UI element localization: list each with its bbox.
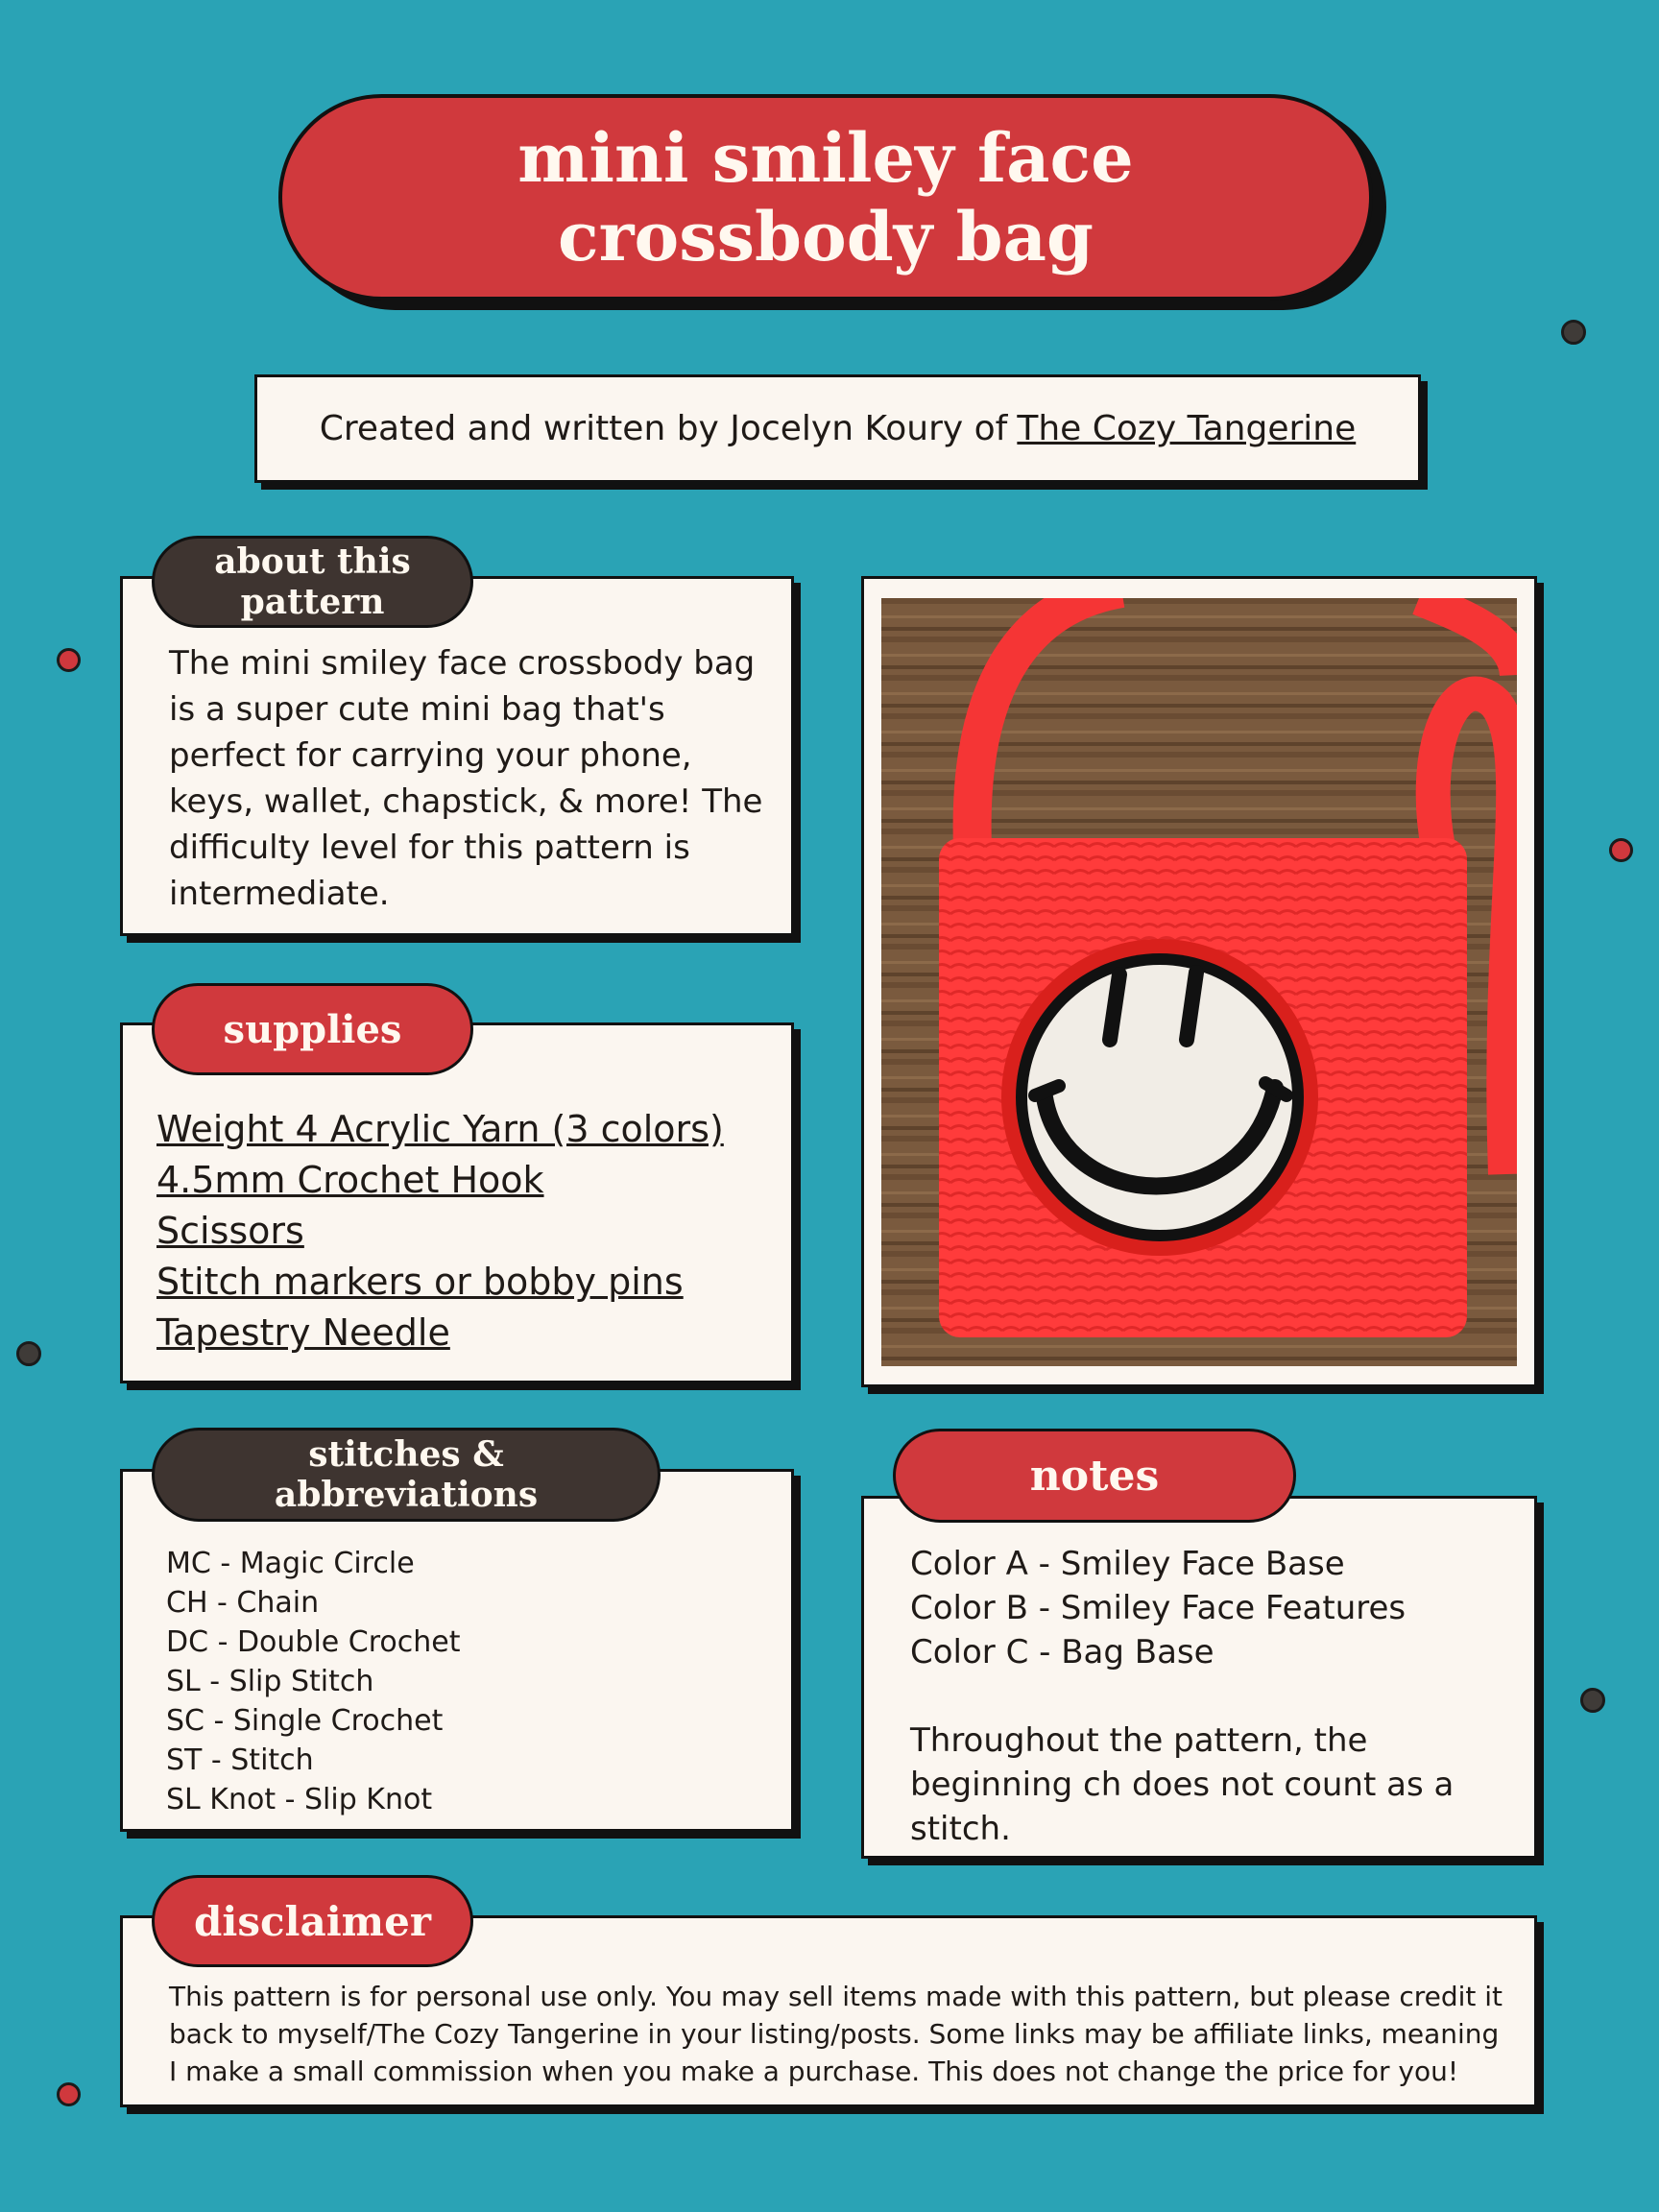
decorative-dot	[1580, 1688, 1605, 1713]
about-text: The mini smiley face crossbody bag is a super cute mini bag that's perfect for carrying your phone, keys, wallet, chapstick, & more! The difficulty level for this pattern is intermediate.	[169, 644, 763, 913]
supply-link[interactable]: Scissors	[156, 1210, 304, 1252]
notes-heading: notes	[893, 1429, 1296, 1523]
photo-card	[861, 576, 1537, 1387]
supply-link[interactable]: Stitch markers or bobby pins	[156, 1261, 684, 1303]
page-title: mini smiley face crossbody bag	[517, 117, 1134, 276]
about-card	[120, 576, 794, 936]
decorative-dot	[57, 2082, 81, 2106]
credit-text: Created and written by Jocelyn Koury of	[319, 409, 1008, 448]
stitch-item: MC - Magic Circle	[166, 1547, 415, 1580]
decorative-dot	[1609, 838, 1633, 862]
decorative-dot	[16, 1341, 41, 1366]
stitch-item: DC - Double Crochet	[166, 1625, 461, 1659]
stitch-item: SL Knot - Slip Knot	[166, 1783, 433, 1816]
stitches-card	[120, 1469, 794, 1832]
about-heading: about this pattern	[152, 536, 473, 628]
supply-link[interactable]: 4.5mm Crochet Hook	[156, 1159, 544, 1201]
disclaimer-heading: disclaimer	[152, 1875, 473, 1967]
note-color: Color C - Bag Base	[910, 1633, 1214, 1671]
stitch-item: SL - Slip Stitch	[166, 1665, 374, 1698]
decorative-dot	[57, 648, 81, 672]
credit-bar	[254, 374, 1421, 483]
title-banner	[278, 94, 1373, 301]
notes-card	[861, 1496, 1537, 1859]
supplies-list	[156, 1104, 724, 1358]
credit-link[interactable]: The Cozy Tangerine	[1017, 409, 1357, 448]
note-paragraph: Throughout the pattern, the beginning ch does not count as a stitch.	[910, 1721, 1455, 1848]
notes-text	[910, 1542, 1505, 1851]
note-color: Color B - Smiley Face Features	[910, 1589, 1407, 1627]
note-color: Color A - Smiley Face Base	[910, 1545, 1345, 1583]
stitch-item: SC - Single Crochet	[166, 1704, 444, 1738]
disclaimer-text: This pattern is for personal use only. You may sell items made with this pattern, but please credit it back to myself/The Cozy Tangerine in your listing/posts. Some links may be affiliate links, meaning I make a small commission when you make a purchase. This does not change the price for you!	[169, 1981, 1503, 2087]
supply-link[interactable]: Tapestry Needle	[156, 1311, 450, 1354]
stitches-heading: stitches & abbreviations	[152, 1428, 661, 1522]
supplies-card	[120, 1022, 794, 1383]
supply-link[interactable]: Weight 4 Acrylic Yarn (3 colors)	[156, 1108, 724, 1150]
stitch-item: ST - Stitch	[166, 1743, 314, 1777]
supplies-heading: supplies	[152, 983, 473, 1075]
stitch-item: CH - Chain	[166, 1586, 320, 1620]
stitches-list	[166, 1544, 461, 1819]
bag-photo	[881, 598, 1517, 1366]
crochet-bag-illustration	[881, 598, 1517, 1366]
decorative-dot	[1561, 320, 1586, 345]
